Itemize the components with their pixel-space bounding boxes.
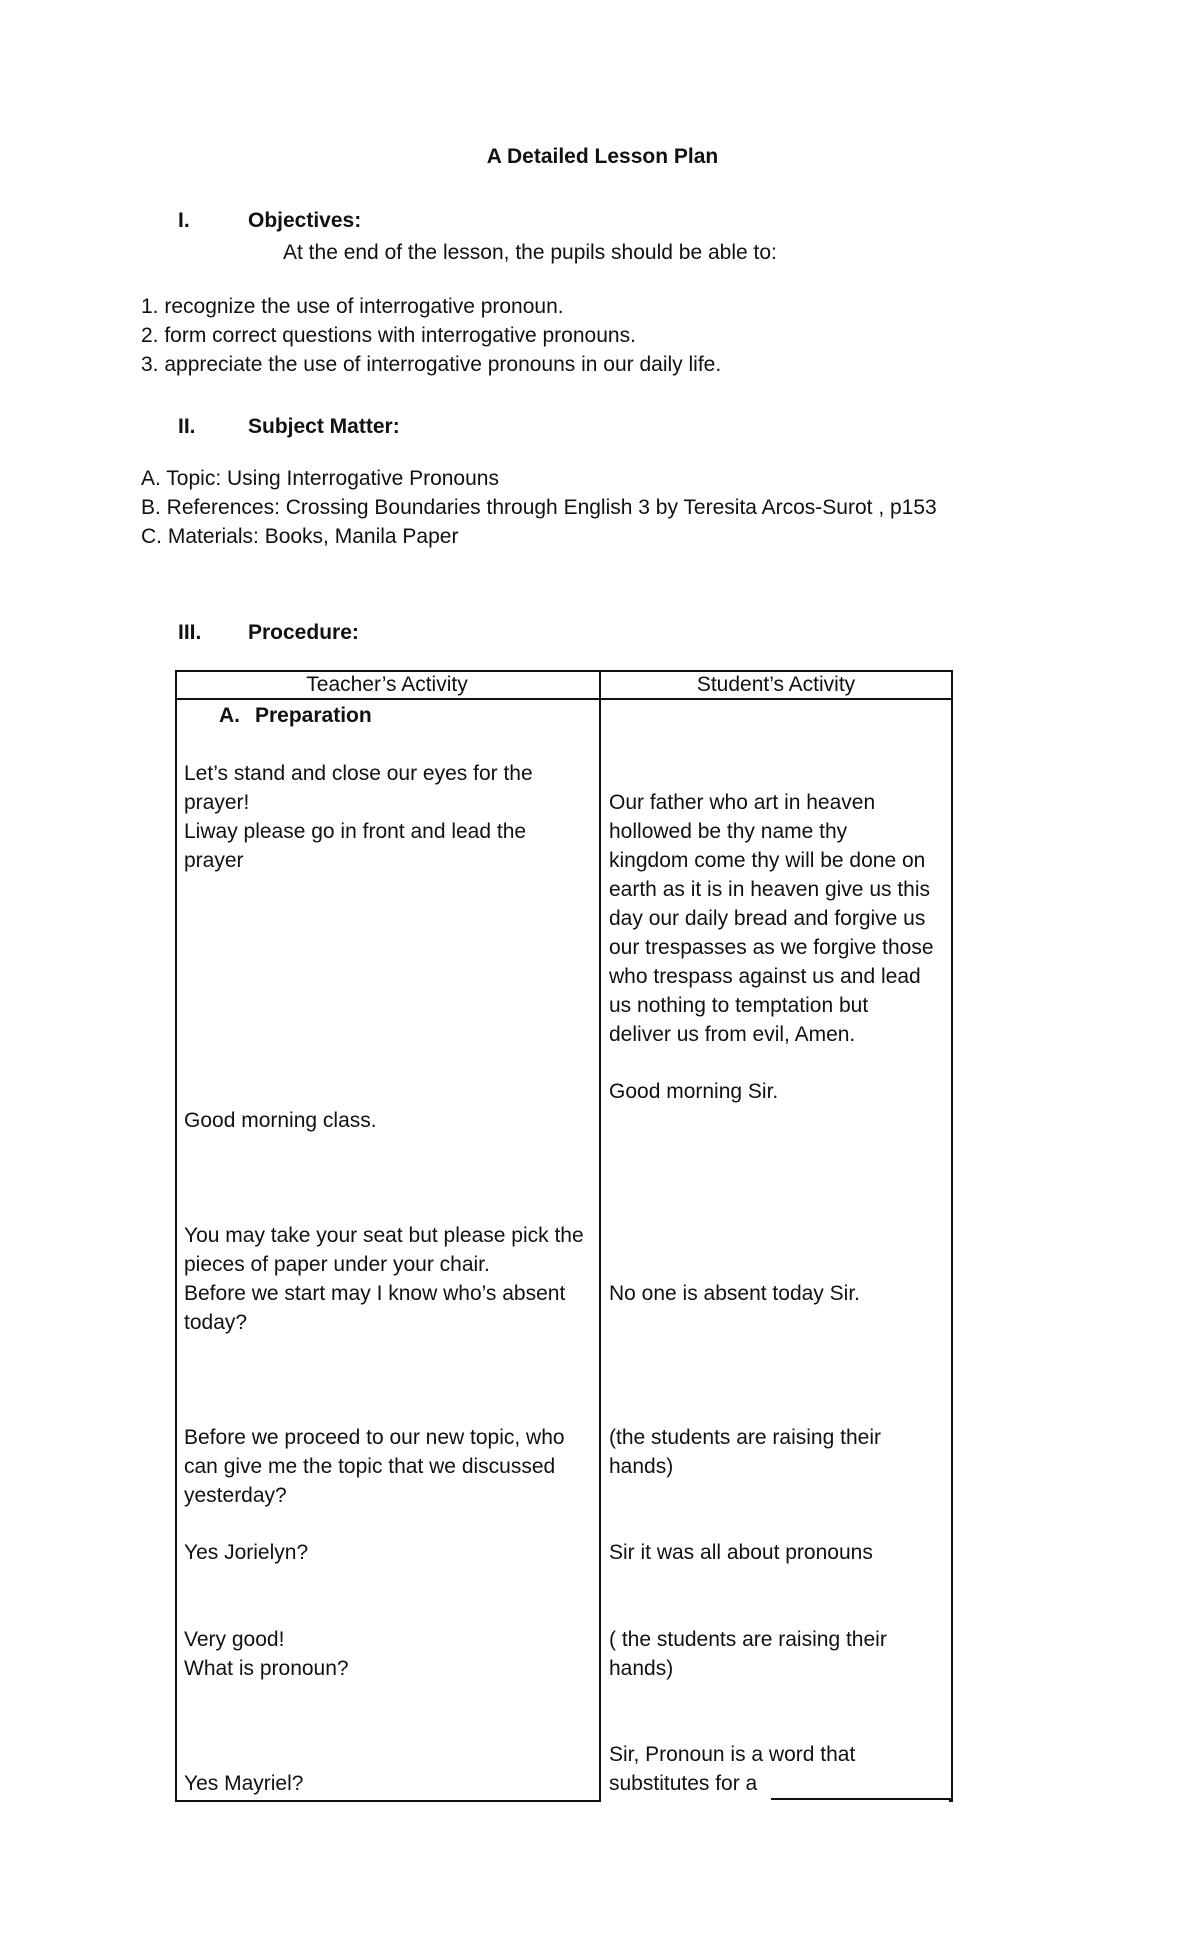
teacher-activity-header: Teacher’s Activity: [306, 673, 468, 696]
objectives-intro: At the end of the lesson, the pupils should be able to:: [283, 241, 777, 264]
subject-matter-numeral: II.: [178, 415, 196, 438]
subject-matter-heading: Subject Matter:: [248, 415, 400, 438]
objective-item: 3. appreciate the use of interrogative pronouns in our daily life.: [141, 353, 722, 376]
preparation-label: A.: [219, 704, 240, 727]
teacher-line: Yes Jorielyn?: [184, 1541, 309, 1564]
student-line: Sir, Pronoun is a word that: [609, 1743, 856, 1766]
student-line: our trespasses as we forgive those: [609, 936, 934, 959]
answer-blank-line: [771, 1798, 951, 1800]
student-line: hollowed be thy name thy: [609, 820, 848, 843]
student-line: earth as it is in heaven give us this: [609, 878, 931, 901]
preparation-title: Preparation: [255, 704, 372, 727]
teacher-line: Before we start may I know who’s absent: [184, 1282, 566, 1305]
subject-matter-materials: C. Materials: Books, Manila Paper: [141, 525, 459, 548]
column-divider: [599, 670, 601, 1800]
student-line: (the students are raising their: [609, 1426, 881, 1449]
teacher-line: Very good!: [184, 1628, 285, 1651]
subject-matter-topic: A. Topic: Using Interrogative Pronouns: [141, 467, 499, 490]
header-divider: [175, 698, 951, 700]
student-line: Our father who art in heaven: [609, 791, 876, 814]
student-line: Good morning Sir.: [609, 1080, 779, 1103]
teacher-line: pieces of paper under your chair.: [184, 1253, 490, 1276]
student-line: us nothing to temptation but: [609, 994, 869, 1017]
student-line: Sir it was all about pronouns: [609, 1541, 873, 1564]
student-line: who trespass against us and lead: [609, 965, 921, 988]
teacher-line: prayer!: [184, 791, 250, 814]
teacher-line: Good morning class.: [184, 1109, 377, 1132]
procedure-heading: Procedure:: [248, 621, 359, 644]
teacher-line: What is pronoun?: [184, 1657, 349, 1680]
objectives-numeral: I.: [178, 209, 190, 232]
objective-item: 2. form correct questions with interrogative pronouns.: [141, 324, 636, 347]
teacher-line: yesterday?: [184, 1484, 287, 1507]
objective-item: 1. recognize the use of interrogative pronoun.: [141, 295, 564, 318]
student-activity-header: Student’s Activity: [696, 673, 856, 696]
student-line: No one is absent today Sir.: [609, 1282, 860, 1305]
teacher-line: Before we proceed to our new topic, who: [184, 1426, 565, 1449]
student-line: ( the students are raising their: [609, 1628, 887, 1651]
objectives-heading: Objectives:: [248, 209, 362, 232]
student-line: hands): [609, 1455, 674, 1478]
student-line: kingdom come thy will be done on: [609, 849, 926, 872]
student-line: hands): [609, 1657, 674, 1680]
student-line: substitutes for a: [609, 1772, 758, 1795]
subject-matter-references: B. References: Crossing Boundaries through English 3 by Teresita Arcos-Surot , p153: [141, 496, 937, 519]
student-line: deliver us from evil, Amen.: [609, 1023, 856, 1046]
procedure-table: [175, 670, 951, 1800]
teacher-line: Yes Mayriel?: [184, 1772, 304, 1795]
page-title: A Detailed Lesson Plan: [486, 145, 719, 168]
teacher-line: You may take your seat but please pick the: [184, 1224, 584, 1247]
teacher-line: prayer: [184, 849, 244, 872]
procedure-numeral: III.: [178, 621, 202, 644]
teacher-line: today?: [184, 1311, 248, 1334]
teacher-line: Let’s stand and close our eyes for the: [184, 762, 533, 785]
student-line: day our daily bread and forgive us: [609, 907, 926, 930]
teacher-line: Liway please go in front and lead the: [184, 820, 527, 843]
teacher-line: can give me the topic that we discussed: [184, 1455, 556, 1478]
